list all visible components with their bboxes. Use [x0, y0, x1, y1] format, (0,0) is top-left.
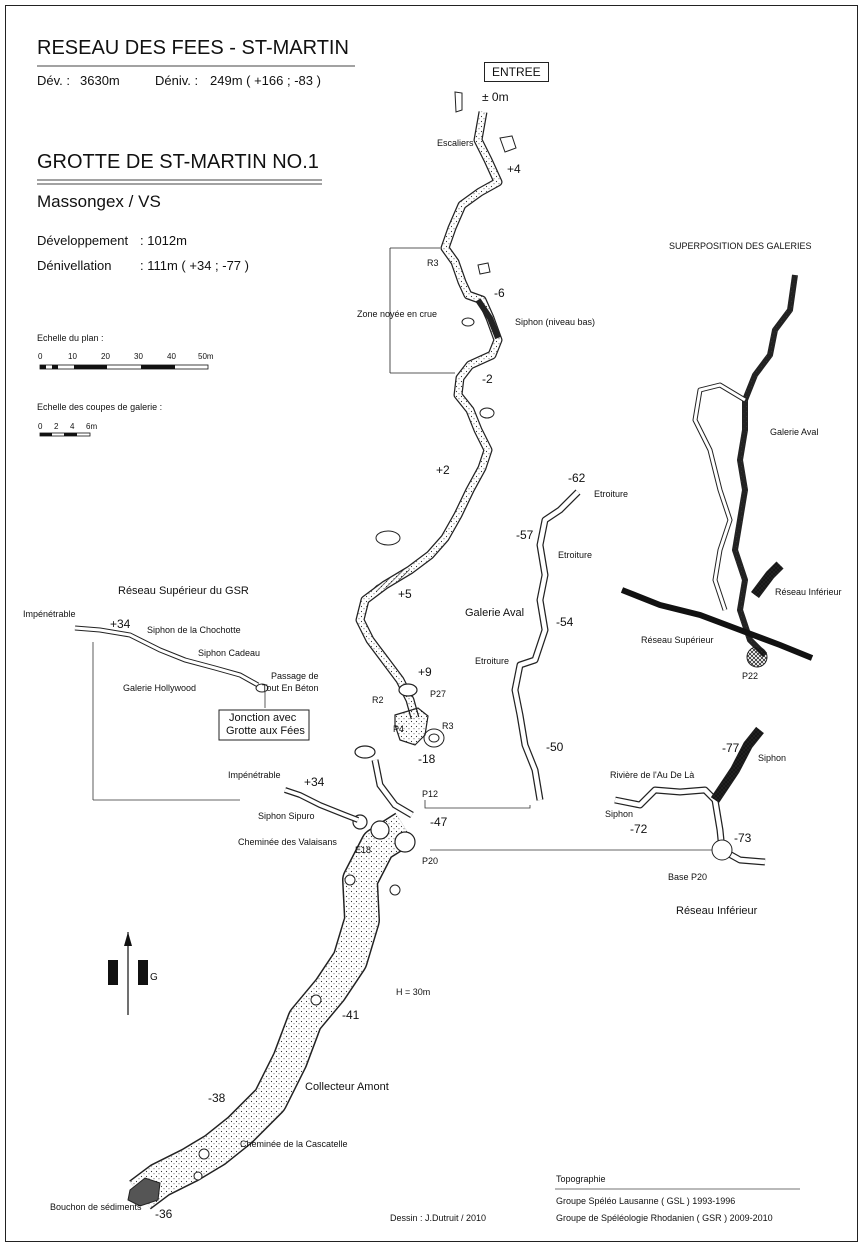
- label-p12: P12: [422, 789, 439, 799]
- depth-plus34-gsr: +34: [110, 617, 131, 631]
- depth-minus2: -2: [482, 372, 493, 386]
- label-siphon-sipuro: Siphon Sipuro: [258, 811, 315, 821]
- label-collecteur-amont: Collecteur Amont: [305, 1081, 389, 1093]
- network-title: RESEAU DES FEES - ST-MARTIN: [37, 37, 349, 59]
- label-reseau-inferieur: Réseau Inférieur: [676, 905, 758, 917]
- plan-scale-bar: [40, 365, 208, 369]
- entrance-box: ENTREE: [484, 62, 549, 82]
- depth-minus47: -47: [430, 815, 448, 829]
- depth-plus5: +5: [398, 587, 412, 601]
- plan-tick-10: 10: [68, 352, 77, 361]
- dev-label: Dév. :: [37, 73, 70, 88]
- north-arrow-g: G: [150, 972, 158, 983]
- label-reseau-superieur-gsr: Réseau Supérieur du GSR: [118, 585, 249, 597]
- denivellation-label: Dénivellation: [37, 258, 112, 273]
- developpement-label: Développement: [37, 233, 129, 248]
- depth-minus36: -36: [155, 1207, 173, 1221]
- section-tick-2: 2: [54, 422, 59, 431]
- label-r2: R2: [372, 695, 384, 705]
- depth-minus50: -50: [546, 740, 564, 754]
- label-siphon-cadeau: Siphon Cadeau: [198, 648, 261, 658]
- section-tick-0: 0: [38, 422, 43, 431]
- credit-dessin: Dessin : J.Dutruit / 2010: [390, 1213, 487, 1223]
- section-tick-6: 6m: [86, 422, 98, 431]
- label-jonction-1: Jonction avec: [229, 712, 297, 724]
- label-p22: P22: [742, 671, 759, 681]
- north-arrow-icon: [108, 932, 148, 1015]
- label-etroiture-2: Etroiture: [558, 550, 593, 560]
- depth-plus9: +9: [418, 665, 432, 679]
- section-scale-title: Echelle des coupes de galerie :: [37, 402, 163, 412]
- depth-minus6: -6: [494, 286, 505, 300]
- label-escaliers: Escaliers: [437, 138, 474, 148]
- label-reseau-inferieur-small: Réseau Inférieur: [775, 587, 842, 597]
- label-impenetrable-1: Impénétrable: [23, 609, 76, 619]
- label-siphon-a: Siphon: [605, 809, 634, 819]
- depth-minus18: -18: [418, 752, 436, 766]
- section-scale-bar: [40, 433, 90, 436]
- plan-tick-50: 50m: [198, 352, 214, 361]
- label-p27: P27: [430, 689, 447, 699]
- label-galerie-hollywood: Galerie Hollywood: [123, 683, 197, 693]
- label-zone-noyee: Zone noyée en crue: [357, 309, 438, 319]
- credit-gsl: Groupe Spéléo Lausanne ( GSL ) 1993-1996: [556, 1196, 736, 1206]
- label-p20: P20: [422, 856, 439, 866]
- plan-tick-30: 30: [134, 352, 143, 361]
- depth-0: ± 0m: [482, 90, 509, 104]
- label-etroiture-3: Etroiture: [475, 656, 510, 666]
- label-bouchon: Bouchon de sédiments: [50, 1202, 142, 1212]
- depth-minus57: -57: [516, 528, 534, 542]
- depth-plus4: +4: [507, 162, 521, 176]
- section-tick-4: 4: [70, 422, 75, 431]
- depth-minus72: -72: [630, 822, 648, 836]
- plan-tick-20: 20: [101, 352, 110, 361]
- label-riviere: Rivière de l'Au De Là: [610, 770, 695, 780]
- depth-minus41: -41: [342, 1008, 360, 1022]
- label-siphon-chochotte: Siphon de la Chochotte: [147, 625, 241, 635]
- label-e18: E18: [355, 845, 372, 855]
- label-siphon-b: Siphon: [758, 753, 787, 763]
- label-galerie-aval: Galerie Aval: [465, 607, 525, 619]
- label-passage-beton-1: Passage de: [271, 671, 319, 681]
- label-p4: P4: [393, 724, 405, 734]
- main-passage: [355, 92, 516, 815]
- label-jonction-2: Grotte aux Fées: [226, 725, 305, 737]
- depth-plus2: +2: [436, 463, 450, 477]
- label-etroiture-1: Etroiture: [594, 489, 629, 499]
- depth-minus38: -38: [208, 1091, 226, 1105]
- plan-scale-title: Echelle du plan :: [37, 333, 104, 343]
- label-cheminee-cascatelle: Cheminée de la Cascatelle: [240, 1139, 348, 1149]
- label-h30: H = 30m: [396, 987, 431, 997]
- deniv-value: 249m ( +166 ; -83 ): [210, 73, 321, 88]
- credit-gsr: Groupe de Spéléologie Rhodanien ( GSR ) 2009-2010: [556, 1213, 773, 1223]
- deniv-label: Déniv. :: [155, 73, 199, 88]
- denivellation-value: : 111m ( +34 ; -77 ): [140, 258, 249, 273]
- superposition-diagram: [622, 275, 812, 667]
- label-galerie-aval-small: Galerie Aval: [770, 427, 819, 437]
- depth-minus77: -77: [722, 741, 740, 755]
- label-reseau-superieur-small: Réseau Supérieur: [641, 635, 714, 645]
- depth-minus54: -54: [556, 615, 574, 629]
- label-superposition: SUPERPOSITION DES GALERIES: [669, 241, 812, 251]
- dev-value: 3630m: [80, 73, 120, 88]
- label-r3-top: R3: [427, 258, 439, 268]
- label-passage-beton-2: Tout En Béton: [262, 683, 319, 693]
- depth-plus34-sipuro: +34: [304, 775, 325, 789]
- depth-minus73: -73: [734, 831, 752, 845]
- depth-minus62: -62: [568, 471, 586, 485]
- label-base-p20: Base P20: [668, 872, 708, 882]
- label-impenetrable-2: Impénétrable: [228, 770, 281, 780]
- developpement-value: : 1012m: [140, 233, 187, 248]
- plan-tick-40: 40: [167, 352, 176, 361]
- label-r3-mid: R3: [442, 721, 454, 731]
- location: Massongex / VS: [37, 192, 161, 211]
- credit-topographie: Topographie: [556, 1174, 606, 1184]
- label-siphon-niveau-bas: Siphon (niveau bas): [515, 317, 596, 327]
- plan-tick-0: 0: [38, 352, 43, 361]
- cave-title: GROTTE DE ST-MARTIN NO.1: [37, 151, 319, 173]
- label-cheminee-valaisans: Cheminée des Valaisans: [238, 837, 337, 847]
